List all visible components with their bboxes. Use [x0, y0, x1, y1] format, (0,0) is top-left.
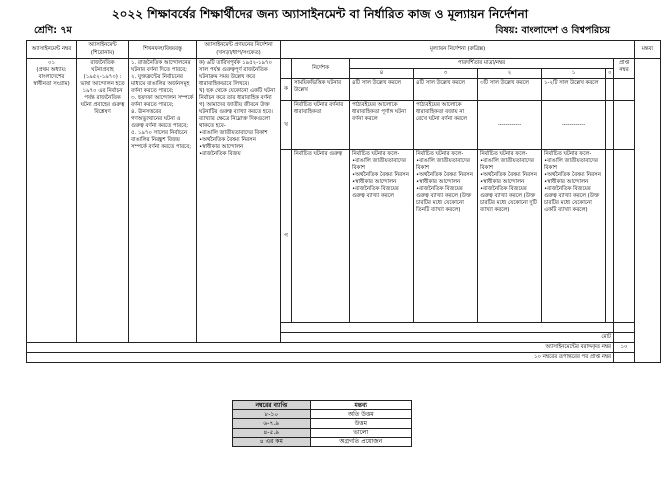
rubric-criteria: সাময়িকভিত্তিক ঘটনার উল্লেখ	[292, 79, 350, 101]
rubric-cell: ৪টি সাল উল্লেখ করলে	[350, 79, 414, 101]
obtained-cell	[614, 150, 635, 323]
header-learning-outcomes: শিখনফল/বিষয়বস্তু	[129, 41, 197, 59]
rubric-cell: পাঠ্যবইয়ের আলোকে ধারাবাহিকতা পূর্ণাঙ্গ ঘটনা বর্ণনা করলে	[350, 101, 414, 150]
rubric-cell: ১-২টি সাল উল্লেখ করলে	[542, 79, 606, 101]
assignment-title: রাজনৈতিক ঘটনাপ্রবাহ (১৯৫২-১৯৭০) : ভাষা আন্দোলন হতে ১৯৭০ এর নির্বাচন পর্যন্ত রাজনৈতিক ঘটনা প্রবাহের গুরুত্ব বিশ্লেষণ	[77, 59, 129, 343]
grade-remark: অগ্রগতি প্রয়োজন	[310, 437, 411, 446]
rubric-criteria: নির্বাচিত ঘটনার বর্ণনার ধারাবাহিকতা	[292, 101, 350, 150]
grading-table	[232, 400, 412, 447]
rubric-corner	[281, 59, 292, 79]
level-0: ০	[606, 69, 614, 79]
obtained-cell	[614, 79, 635, 101]
rubric-levels-header: পারদর্শিতার মাত্রা/নম্বর	[350, 59, 614, 69]
rubric-cell: পাঠ্যবইয়ের আলোকে ধারাবাহিকতা বজায় না রেখে ঘটনা বর্ণনা করলে	[414, 101, 478, 150]
page-title: ২০২২ শিক্ষাবর্ষের শিক্ষার্থীদের জন্য অ্যাসাইনমেন্ট বা নির্ধারিত কাজ ও মূল্যায়ন নির্দেশনা	[111, 7, 529, 21]
rubric-cell	[606, 150, 614, 323]
grade-remark: অতি উত্তম	[310, 410, 411, 419]
level-1: ১	[542, 69, 606, 79]
assignment-table	[26, 40, 661, 363]
blank-cell	[614, 323, 635, 333]
remarks-cell	[635, 59, 661, 363]
grade-header-range: নম্বরের ব্যাপ্তি	[233, 401, 311, 410]
rubric-cell: নির্বাচিত ঘটনার ফলে- •বাঙালি জাতীয়তাবাদের বিকাশ •অর্থনৈতিক বৈষম্য নিরসন •স্বাধীকার আন্দোলন •রাজনৈতিক বিজয়ের গুরুত্ব ব্যাখ্যা করলে	[350, 150, 414, 323]
grade-range: ৬-৭.৯	[233, 419, 311, 428]
level-2: ২	[478, 69, 542, 79]
rubric-cell	[606, 79, 614, 101]
level-4: ৪	[350, 69, 414, 79]
header-rubric: মূল্যায়ন নির্দেশনা (রুব্রিক্স)	[281, 41, 635, 59]
class-label: শ্রেণি: ৭ম	[34, 25, 72, 36]
assignment-weight-value: ১০	[614, 343, 635, 353]
total-value	[614, 333, 635, 343]
rubric-cell: ৩টি সাল উল্লেখ করলে	[478, 79, 542, 101]
rubric-cell: নির্বাচিত ঘটনার ফলে- •বাঙালি জাতীয়তাবাদের বিকাশ •অর্থনৈতিক বৈষম্য নিরসন •স্বাধীকার আন্দোলন •রাজনৈতিক বিজয়ের গুরুত্ব ব্যাখ্যা করলে (উক্ত চারটির মধ্যে যেকোনো একটি ব্যাখ্যা করলে)	[542, 150, 606, 323]
rubric-cell: ৪টি সাল উল্লেখ করলে	[414, 79, 478, 101]
row-letter: ক	[281, 79, 292, 101]
rubric-cell: নির্বাচিত ঘটনার ফলে- •বাঙালি জাতীয়তাবাদের বিকাশ •অর্থনৈতিক বৈষম্য নিরসন •স্বাধীকার আন্দোলন •রাজনৈতিক বিজয়ের গুরুত্ব ব্যাখ্যা করলে (উক্ত চারটির মধ্যে যেকোনো দুটি ব্যাখ্যা করলে)	[478, 150, 542, 323]
row-letter: খ	[281, 101, 292, 150]
instructions: ক) ৬টি তারিখপূর্বক ১৯৫২-১৯৭০ সাল পর্যন্ত গুরুত্বপূর্ণ রাজনৈতিক ঘটনাক্রম সময় উল্লেখ করে ধারাবাহিকভাবে লিখবে। খ) ছক থেকে যেকোনো একটি ঘটনা নির্বাচন করে তার ধারাবাহিক বর্ণনা গ) আমাদের জাতীয় জীবনে উক্ত ঘটনাটির গুরুত্ব ব্যাখ্যা করতে হবে। ব্যাখ্যার ক্ষেত্রে নিম্নোক্ত দিকগুলো থাকতে হবে- •বাঙালি জাতীয়তাবাদের বিকাশ •অর্থনৈতিক বৈষম্য নিরসন •স্বাধীকার আন্দোলন •রাজনৈতিক বিজয়	[197, 59, 281, 343]
header-assignment-title: অ্যাসাইনমেন্ট (শিরোনাম)	[77, 41, 129, 59]
grade-header-remark: মন্তব্য	[310, 401, 411, 410]
subject-label: বিষয়: বাংলাদেশ ও বিশ্বপরিচয়	[495, 25, 610, 36]
header-assignment-no: অ্যাসাইনমেন্ট নম্বর	[27, 41, 77, 59]
level-3: ৩	[414, 69, 478, 79]
rubric-cell: ------------	[542, 101, 606, 150]
grade-range: ৮-১০	[233, 410, 311, 419]
grade-remark: ভালো	[310, 428, 411, 437]
header-instructions: অ্যাসাইনমেন্ট প্রণয়নের নির্দেশনা (খসড়া/ধাপ/সংকেত)	[197, 41, 281, 59]
assignment-number: ০১ (প্রথম অধ্যায়: বাংলাদেশের স্বাধীনতা সংগ্রাম)	[27, 59, 77, 343]
grade-range: ৪ এর কম	[233, 437, 311, 446]
grade-remark: উত্তম	[310, 419, 411, 428]
obtained-cell	[614, 101, 635, 150]
assignment-weight-label: অ্যাসাইনমেন্টের বরাদ্দকৃত নম্বর	[27, 343, 614, 353]
row-letter: গ	[281, 150, 292, 323]
header-remarks: মন্তব্য	[635, 41, 661, 59]
rubric-obtained-header: প্রাপ্ত নম্বর	[614, 59, 635, 79]
learning-outcomes: ১. রাজনৈতিক আন্দোলনের ঘটনার বর্ণনা দিতে পারবে; ২. যুক্তফ্রন্টের নির্বাচনের মাধ্যমে বাঙালির অর্জনসমূহ বর্ণনা করতে পারবে; ৩. ছয়দফা আন্দোলন সম্পর্কে বর্ণনা করতে পারবে; ৪. ঊনসত্তরের গণঅভ্যুত্থানের ঘটনা ও গুরুত্ব বর্ণনা করতে পারবে; ৫. ১৯৭০ সালের নির্বাচনে বাঙালির নিরঙ্কুশ বিজয় সম্পর্কে বর্ণনা করতে পারবে;	[129, 59, 197, 343]
rubric-cell: নির্বাচিত ঘটনার ফলে- •বাঙালি জাতীয়তাবাদের বিকাশ •অর্থনৈতিক বৈষম্য নিরসন •স্বাধীকার আন্দোলন •রাজনৈতিক বিজয়ের গুরুত্ব ব্যাখ্যা করলে (উক্ত চারটির মধ্যে যেকোনো তিনটি ব্যাখ্যা করলে)	[414, 150, 478, 323]
rubric-cell: ------------	[478, 101, 542, 150]
converted-score-value	[614, 353, 635, 363]
converted-score-label: ১০ নম্বরের রূপান্তরের পর প্রাপ্ত নম্বর	[27, 353, 614, 363]
grade-range: ৪-৫.৯	[233, 428, 311, 437]
total-label: মোট	[281, 333, 614, 343]
rubric-cell	[606, 101, 614, 150]
rubric-criteria: নির্বাচিত ঘটনার গুরুত্ব	[292, 150, 350, 323]
blank-row	[281, 323, 614, 333]
rubric-criteria-header: নির্দেশক	[292, 59, 350, 79]
